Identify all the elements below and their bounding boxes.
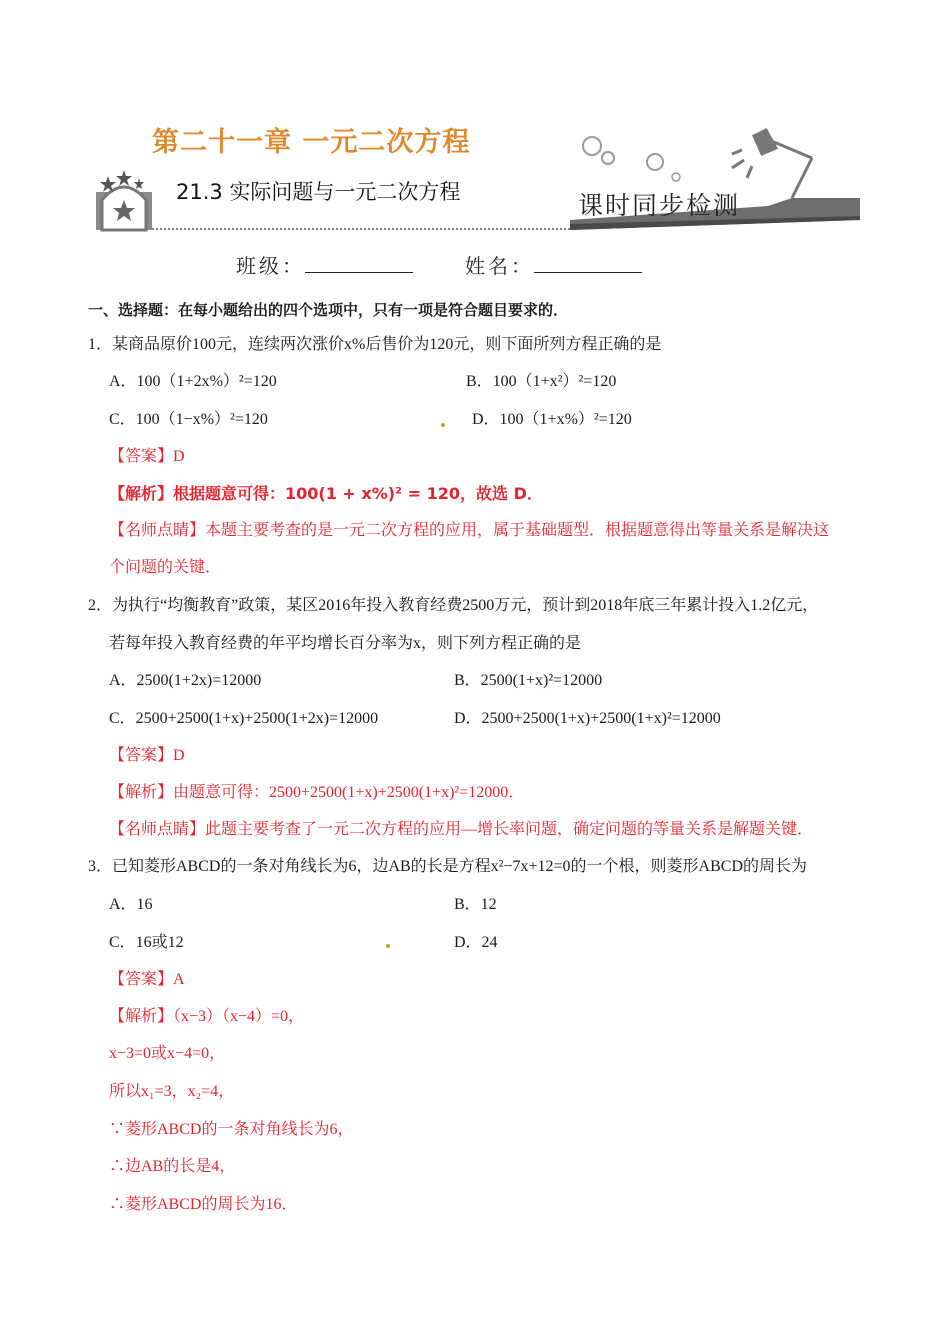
- q2-analysis: 【解析】由题意可得：2500+2500(1+x)+2500(1+x)²=12000．: [109, 784, 525, 801]
- class-label: 班级：: [236, 254, 305, 278]
- sync-test-badge: 课时同步检测: [578, 191, 741, 220]
- q3-analysis-line4: ∵菱形ABCD的一条对角线长为6，: [109, 1121, 354, 1138]
- desk-lamp-icon: [732, 130, 812, 198]
- q2-option-d: D．2500+2500(1+x)+2500(1+x)²=12000: [454, 710, 721, 727]
- q3-stem: 3．已知菱形ABCD的一条对角线长为6，边AB的长是方程x²−7x+12=0的一个根，则菱形ABCD的周长为: [88, 858, 808, 875]
- q3-analysis-line6: ∴菱形ABCD的周长为16．: [109, 1196, 298, 1213]
- q2-stem-line2: 若每年投入教育经费的年平均增长百分率为x，则下列方程正确的是: [109, 635, 582, 652]
- q2-option-b: B．2500(1+x)²=12000: [454, 672, 603, 689]
- q2-tip: 【名师点睛】此题主要考查了一元二次方程的应用—增长率问题，确定问题的等量关系是解题关键．: [109, 821, 814, 838]
- name-label: 姓名：: [465, 254, 534, 278]
- class-blank: [305, 254, 413, 273]
- q1-analysis: 【解析】根据题意可得：100(1 + x%)² = 120，故选 D．: [109, 484, 543, 503]
- q1-tip-line2: 个问题的关键．: [109, 559, 222, 576]
- q1-option-a: A．100（1+2x%）²=120: [109, 373, 277, 390]
- q2-answer: 【答案】D: [109, 747, 185, 764]
- q3-analysis-line2: x−3=0或x−4=0，: [109, 1045, 226, 1062]
- q3-answer: 【答案】A: [109, 971, 185, 988]
- q3-analysis-line1: 【解析】（x−3）（x−4）=0，: [109, 1008, 305, 1025]
- chapter-title: 第二十一章 一元二次方程: [152, 127, 471, 158]
- q1-option-b: B．100（1+x²）²=120: [466, 373, 617, 390]
- q3-analysis-line5: ∴边AB的长是4，: [109, 1158, 236, 1175]
- q1-stem: 1．某商品原价100元，连续两次涨价x%后售价为120元，则下面所列方程正确的是: [88, 336, 662, 353]
- section-heading: 一、选择题：在每小题给出的四个选项中，只有一项是符合题目要求的．: [88, 301, 569, 319]
- q3-option-c: C．16或12: [109, 934, 184, 951]
- stray-dot: [441, 423, 445, 427]
- q3-option-d: D．24: [454, 934, 498, 951]
- bubbles-icon: [583, 137, 680, 181]
- name-blank: [534, 254, 642, 273]
- section-title: 21.3 实际问题与一元二次方程: [176, 180, 461, 204]
- q1-answer: 【答案】D: [109, 448, 185, 465]
- q3-analysis-line3: 所以x₁=3，x₂=4，: [109, 1083, 235, 1100]
- q2-option-c: C．2500+2500(1+x)+2500(1+2x)=12000: [109, 710, 379, 727]
- q1-option-d: D．100（1+x%）²=120: [472, 411, 632, 428]
- star-badge-icon: [96, 170, 152, 230]
- q3-option-b: B．12: [454, 896, 497, 913]
- stray-dot: [386, 944, 390, 948]
- q2-option-a: A．2500(1+2x)=12000: [109, 672, 262, 689]
- student-info-row: [236, 250, 642, 279]
- q1-option-c: C．100（1−x%）²=120: [109, 411, 268, 428]
- q3-option-a: A．16: [109, 896, 153, 913]
- q1-tip-line1: 【名师点睛】本题主要考查的是一元二次方程的应用，属于基础题型．根据题意得出等量关系是解决这: [109, 522, 830, 539]
- q2-stem-line1: 2．为执行“均衡教育”政策，某区2016年投入教育经费2500万元，预计到2018年底三年累计投入1.2亿元，: [88, 597, 819, 614]
